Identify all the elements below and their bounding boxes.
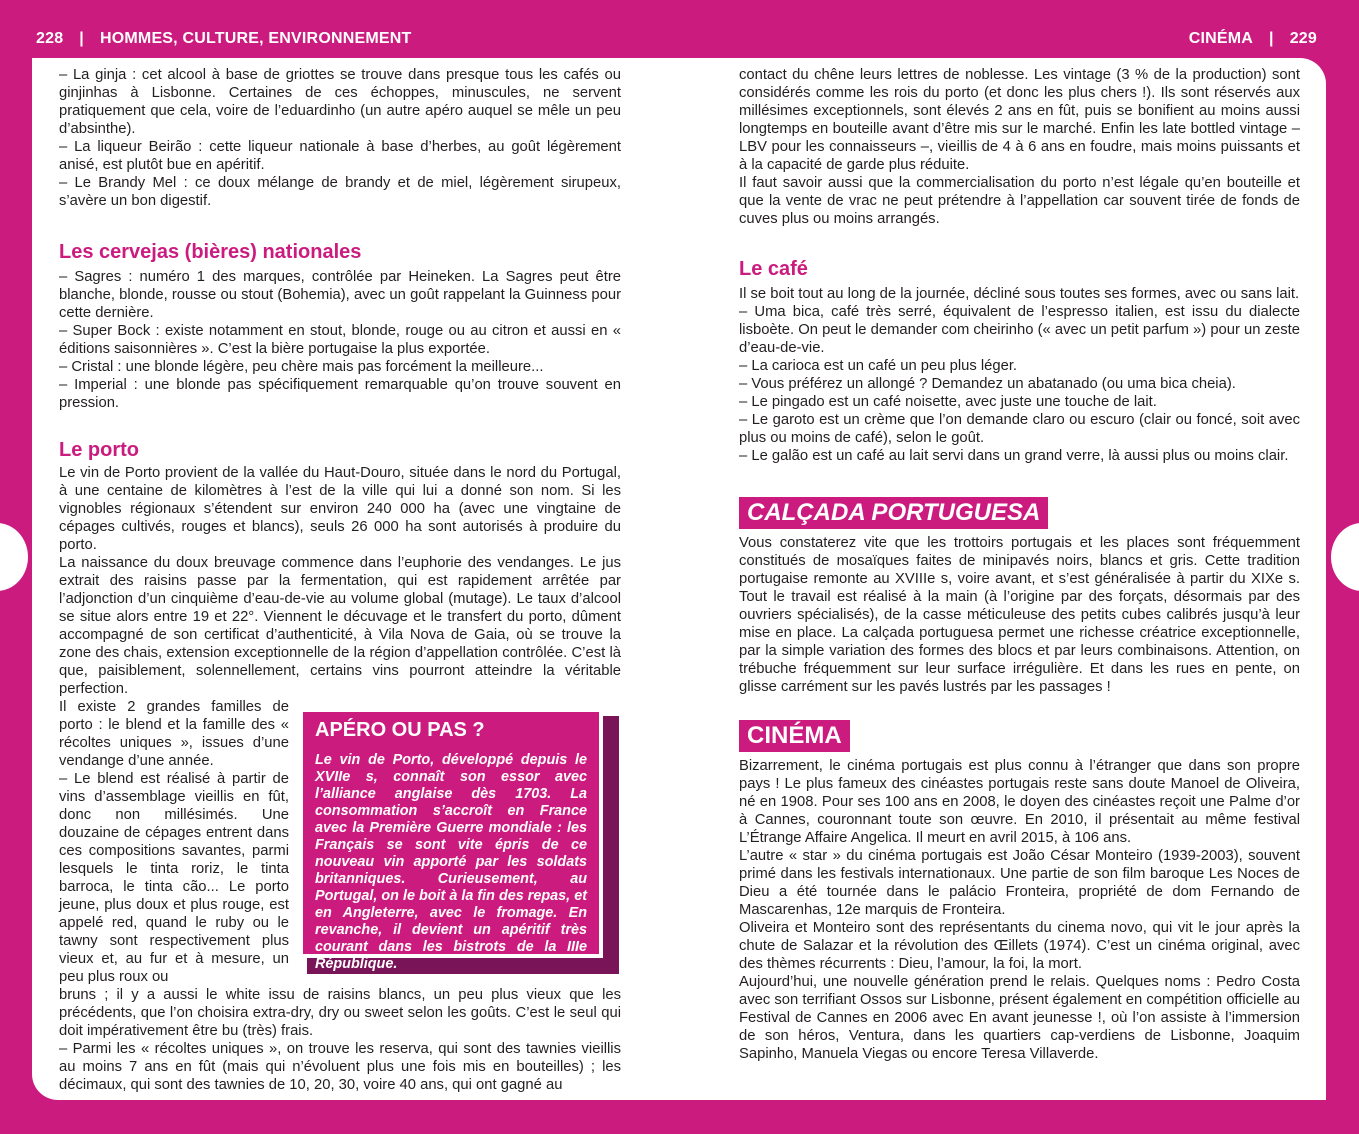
book-gutter [664, 58, 704, 1100]
paragraph-galao: – Le galão est un café au lait servi dans un grand verre, là aussi plus ou moins clair. [739, 448, 1289, 464]
paragraph-cinema-novo: Oliveira et Monteiro sont des représentants du cinema novo, qui vit le jour après la chute de Salazar et la révolution des Œillets (1974). C’est un cinéma original, avec des thèmes récurrents : Dieu, l’amour, la foi, la mort. [739, 920, 1300, 972]
paragraph-garoto: – Le garoto est un crème que l’on demande claro ou escuro (clair ou foncé, soit avec plus ou moins de café), selon le goût. [739, 412, 1300, 446]
left-thumb-tab [0, 523, 28, 591]
paragraph-cinema-monteiro: L’autre « star » du cinéma portugais est João César Monteiro (1939-2003), souvent primé dans les festivals internationaux. Une partie de son film baroque Les Noces de Dieu a été tournée dans le palácio Fronteira, propriété de dom Fernando de Mascarenhas, 12e marquis de Fronteira. [739, 848, 1300, 918]
paragraph-familles: Il existe 2 grandes familles de porto : le blend et la famille des « récoltes uniques », issues d’une vendange d’une année. [59, 699, 289, 769]
header-separator: | [1269, 30, 1274, 47]
paragraph-cinema-oliveira: Bizarrement, le cinéma portugais est plus connu à l’étranger que dans son propre pays ! Le plus fameux des cinéastes portugais reste sans doute Manoel de Oliveira, né en 1908. Pour ses 100 ans en 2008, le doyen des cinéastes reçoit une Palme d’or à Cannes, couronnant toute son œuvre. En 2010, il présentait au même festival L’Étrange Affaire Angelica. Il meurt en avril 2015, à 106 ans. [739, 758, 1300, 846]
right-running-header [1189, 30, 1317, 48]
paragraph-porto-naissance: La naissance du doux breuvage commence dans l’euphorie des vendanges. Le jus extrait des raisins passe par la fermentation, qui est rapidement arrêtée par l’adjonction d’un cinquième d’eau-de-vie au volume global (mutage). Le taux d’alcool se situe alors entre 19 et 22°. Viennent le décuvage et le transfert du porto, dûment accompagné de son certificat d’authenticité, à Vila Nova de Gaia, où se trouve la zone des chais, extension exceptionnelle de la région d’appellation contrôlée. C’est là que, paisiblement, solennellement, certains vins pourront atteindre la véritable perfection. [59, 555, 621, 697]
paragraph-carioca: – La carioca est un café un peu plus léger. [739, 358, 1018, 374]
right-column [739, 66, 1300, 1063]
paragraph-cafe-intro: Il se boit tout au long de la journée, décliné sous toutes ses formes, avec ou sans lait. [739, 286, 1300, 302]
paragraph-bica: – Uma bica, café très serré, équivalent de l’espresso italien, est issu du dialecte lisboète. On peut le demander com cheirinho (« avec un petit parfum ») pour un zeste d’eau-de-vie. [739, 304, 1300, 356]
heading-cervejas: Les cervejas (bières) nationales [59, 241, 362, 263]
heading-cinema: CINÉMA [739, 720, 850, 752]
paragraph-super-bock: – Super Bock : existe notamment en stout, blonde, rouge ou au citron et aussi en « éditions saisonnières ». C’est la bière portugaise la plus exportée. [59, 323, 621, 357]
paragraph-blend: – Le blend est réalisé à partir de vins d’assemblage vieillis en fût, donc non millésimés. Une douzaine de cépages entrent dans ces compositions savantes, parmi lesquels le tinta roriz, le tinta barroca, le tinta cão... Le porto jeune, plus doux et plus rouge, est appelé red, quand le ruby ou le tawny sont respectivement plus vieux et, au fur et à mesure, un peu plus roux ou [59, 771, 289, 985]
left-column [59, 66, 621, 1094]
paragraph-porto-origin: Le vin de Porto provient de la vallée du Haut-Douro, située dans le nord du Portugal, à une centaine de kilomètres à l’est de la ville qui lui a donné son nom. Si les vignobles régionaux s’étendent sur environ 240 000 ha (avec une vingtaine de cépages cultivés, rouges et blancs), seuls 26 000 ha sont autorisés à produire du porto. [59, 465, 621, 553]
heading-porto: Le porto [59, 439, 139, 461]
left-header-title: HOMMES, CULTURE, ENVIRONNEMENT [99, 30, 412, 47]
paragraph-vintage: contact du chêne leurs lettres de noblesse. Les vintage (3 % de la production) sont considérés comme les rois du porto (et donc les plus chers !). Ils sont réservés aux millésimes exceptionnels, sont élevés 2 ans en fût, puis se bonifient au moins aussi longtemps en bouteille avant d’être mis sur le marché. Enfin les late bottled vintage – LBV pour les connaisseurs –, vieillis de 4 à 6 ans en foudre, mais moins puissants et à la capacité de garde plus réduite. [739, 67, 1300, 173]
header-separator: | [79, 30, 84, 47]
heading-calcada-portuguesa: CALÇADA PORTUGUESA [739, 497, 1048, 529]
paragraph-cristal: – Cristal : une blonde légère, peu chère mais pas forcément la meilleure... [59, 359, 544, 375]
paragraph-imperial: – Imperial : une blonde pas spécifiquement remarquable qu’on trouve souvent en pression. [59, 377, 621, 411]
sidebox-title: APÉRO OU PAS ? [315, 719, 485, 741]
sidebox-panel [299, 708, 603, 972]
paragraph-commercialisation: Il faut savoir aussi que la commercialisation du porto n’est légale qu’en bouteille et que la vente de vrac ne peut prétendre à l’appellation car souvent tirée de fonds de cuves plus ou moins arrangés. [739, 175, 1300, 227]
left-page-number: 228 [36, 30, 64, 47]
paragraph-abatanado: – Vous préférez un allongé ? Demandez un abatanado (ou uma bica cheia). [739, 376, 1236, 392]
sidebox-text: Le vin de Porto, développé depuis le XVIIe s, connaît son essor avec l’alliance anglaise dès 1703. La consommation s’accroît en France avec la Première Guerre mondiale : les Français se sont vite épris de ce nouveau vin apporté par les soldats britanniques. Curieusement, au Portugal, on le boit à la fin des repas, et en Angleterre, avec le fromage. En revanche, il devient un apéritif très courant dans les bistrots de la IIIe République. [315, 752, 587, 972]
paragraph-cinema-nouvelle-generation: Aujourd’hui, une nouvelle génération prend le relais. Quelques noms : Pedro Costa avec son terrifiant Ossos sur Lisbonne, présent également en compétition officielle au Festival de Cannes en 2006 avec En avant jeunesse !, où l’on assiste à l’immersion de son héros, Ventura, dans les quartiers cap-verdiens de Lisbonne, Joaquim Sapinho, Manuela Viegas ou encore Teresa Villaverde. [739, 974, 1300, 1062]
paragraph-sagres: – Sagres : numéro 1 des marques, contrôlée par Heineken. La Sagres peut être blanche, blonde, rousse ou stout (Bohemia), avec un goût rappelant la Guinness pour cette dernière. [59, 269, 621, 321]
paragraph-brandy-mel: – Le Brandy Mel : ce doux mélange de brandy et de miel, légèrement sirupeux, s’avère un bon digestif. [59, 175, 621, 209]
paragraph-calcada: Vous constaterez vite que les trottoirs portugais et les places sont fréquemment constitués de mosaïques faites de minipavés noirs, blancs et gris. Cette tradition portugaise remonte au XVIIIe s, voire avant, et s’est généralisée à partir du XIXe s. Tout le travail est réalisé à la main (à l’origine par des forçats, désormais par des ouvriers spécialisés), de la casse méticuleuse des petits cubes calibrés jusqu’à leur mise en place. La calçada portuguesa permet une richesse créatrice exceptionnelle, par la simple variation des formes des blocs et par leurs combinaisons. Attention, on trébuche fréquemment sur leur surface irrégulière. Et dans les rues en pente, on glisse carrément sur les pavés lustrés par les passages ! [739, 535, 1300, 695]
paragraph-beirao: – La liqueur Beirão : cette liqueur nationale à base d’herbes, au goût légèrement anisé, est plutôt bue en apéritif. [59, 139, 621, 173]
paragraph-recoltes-uniques: – Parmi les « récoltes uniques », on trouve les reserva, qui sont des tawnies vieillis au moins 7 ans en fût (mais qui n’évoluent plus une fois mis en bouteilles) ; les décimaux, qui sont des tawnies de 10, 20, 30, voire 40 ans, qui ont gagné au [59, 1041, 621, 1093]
paragraph-blend-continued: bruns ; il y a aussi le white issu de raisins blancs, un peu plus vieux que les précédents, que l’on choisira extra-dry, dry ou sweet selon les goûts. C’est le seul qui doit impérativement être bu (très) frais. [59, 987, 621, 1039]
right-header-title: CINÉMA [1188, 30, 1254, 47]
text-with-sidebox [59, 698, 621, 986]
narrow-text-column [59, 698, 289, 986]
heading-cafe: Le café [739, 258, 808, 280]
right-page-number: 229 [1289, 30, 1317, 47]
left-running-header [36, 30, 411, 48]
apero-sidebox [299, 708, 611, 972]
paragraph-pingado: – Le pingado est un café noisette, avec juste une touche de lait. [739, 394, 1157, 410]
paragraph-ginja: – La ginja : cet alcool à base de griottes se trouve dans presque tous les cafés ou ginjinhas à Lisbonne. Certaines de ces échoppes, minuscules, ne servent pratiquement que cela, voire de l’eduardinho (un autre apéro auquel se mêle un peu d’absinthe). [59, 67, 621, 137]
right-thumb-tab [1331, 523, 1359, 591]
